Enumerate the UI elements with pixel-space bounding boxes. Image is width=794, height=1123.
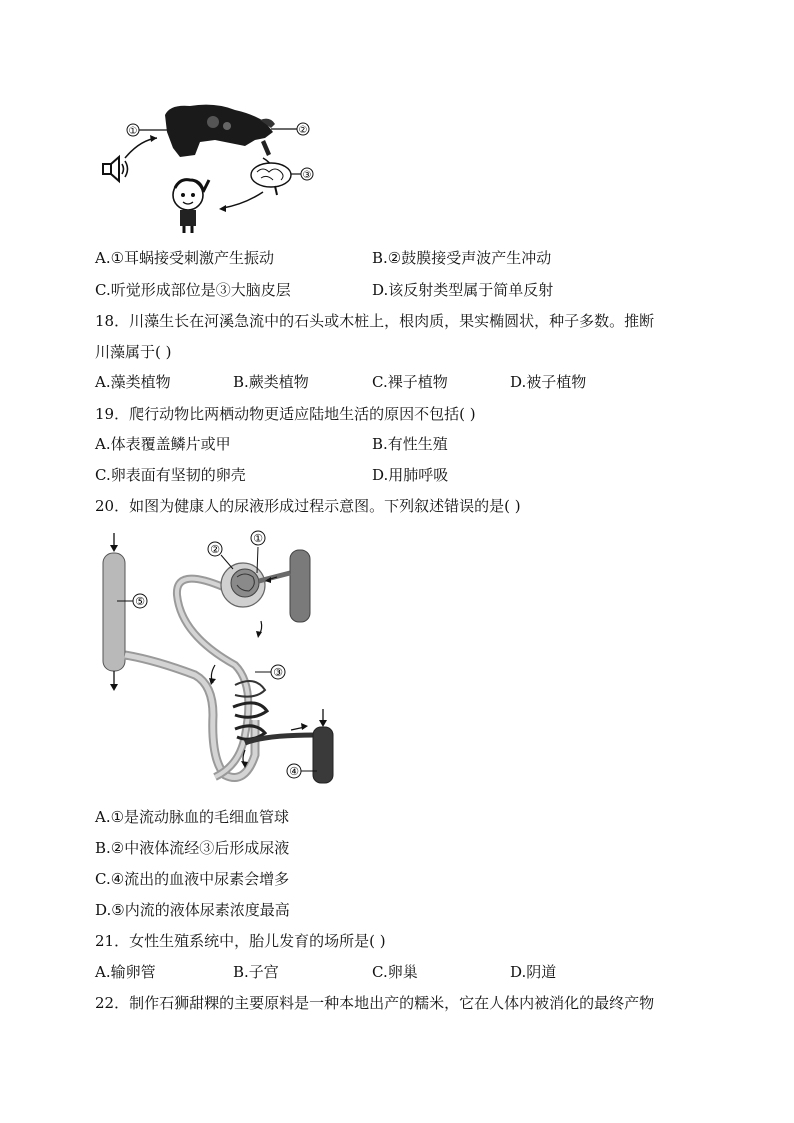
q17-option-a: A.①耳蜗接受刺激产生振动 [95, 249, 275, 267]
q21-stem: 21．女性生殖系统中，胎儿发育的场所是( ) [95, 932, 386, 950]
q17-option-d: D.该反射类型属于简单反射 [372, 281, 554, 299]
q19-stem: 19．爬行动物比两栖动物更适应陆地生活的原因不包括( ) [95, 405, 476, 423]
nephron-label-2: ② [210, 543, 220, 556]
q21-option-a: A.输卵管 [95, 963, 156, 981]
q20-option-c: C.④流出的血液中尿素会增多 [95, 870, 290, 888]
nephron-label-3: ③ [273, 666, 283, 679]
speaker-icon [103, 157, 128, 181]
nephron-label-5: ⑤ [135, 595, 145, 608]
q18-option-a: A.藻类植物 [95, 373, 171, 391]
nephron-label-4: ④ [289, 765, 299, 778]
q20-option-d: D.⑤内流的液体尿素浓度最高 [95, 901, 290, 919]
person-icon [173, 180, 209, 233]
brain-icon [251, 163, 291, 195]
q18-option-b: B.蕨类植物 [233, 373, 309, 391]
q21-option-b: B.子宫 [233, 963, 279, 981]
q19-option-d: D.用肺呼吸 [372, 466, 449, 484]
ear-hearing-diagram [95, 100, 330, 235]
q18-stem-line1: 18．川藻生长在河溪急流中的石头或木桩上，根肉质，果实椭圆状，种子多数。推断 [95, 312, 655, 330]
collecting-duct [103, 533, 125, 691]
q19-option-c: C.卵表面有坚韧的卵壳 [95, 466, 246, 484]
q19-option-a: A.体表覆盖鳞片或甲 [95, 435, 231, 453]
ear-structure [165, 105, 275, 157]
q21-option-d: D.阴道 [510, 963, 557, 981]
nephron-diagram [95, 525, 345, 795]
nephron-label-1: ① [253, 532, 263, 545]
q20-option-b: B.②中液体流经③后形成尿液 [95, 839, 290, 857]
q17-option-b: B.②鼓膜接受声波产生冲动 [372, 249, 552, 267]
q20-option-a: A.①是流动脉血的毛细血管球 [95, 808, 290, 826]
q18-stem-line2: 川藻属于( ) [95, 343, 172, 361]
q22-stem: 22．制作石狮甜粿的主要原料是一种本地出产的糯米，它在人体内被消化的最终产物 [95, 994, 655, 1012]
q21-option-c: C.卵巢 [372, 963, 418, 981]
label-1: ① [128, 126, 138, 137]
q19-option-b: B.有性生殖 [372, 435, 448, 453]
q20-stem: 20．如图为健康人的尿液形成过程示意图。下列叙述错误的是( ) [95, 497, 521, 515]
q18-option-c: C.裸子植物 [372, 373, 448, 391]
q18-option-d: D.被子植物 [510, 373, 587, 391]
q17-option-c: C.听觉形成部位是③大脑皮层 [95, 281, 291, 299]
label-3: ③ [302, 170, 312, 181]
label-2: ② [298, 125, 308, 136]
